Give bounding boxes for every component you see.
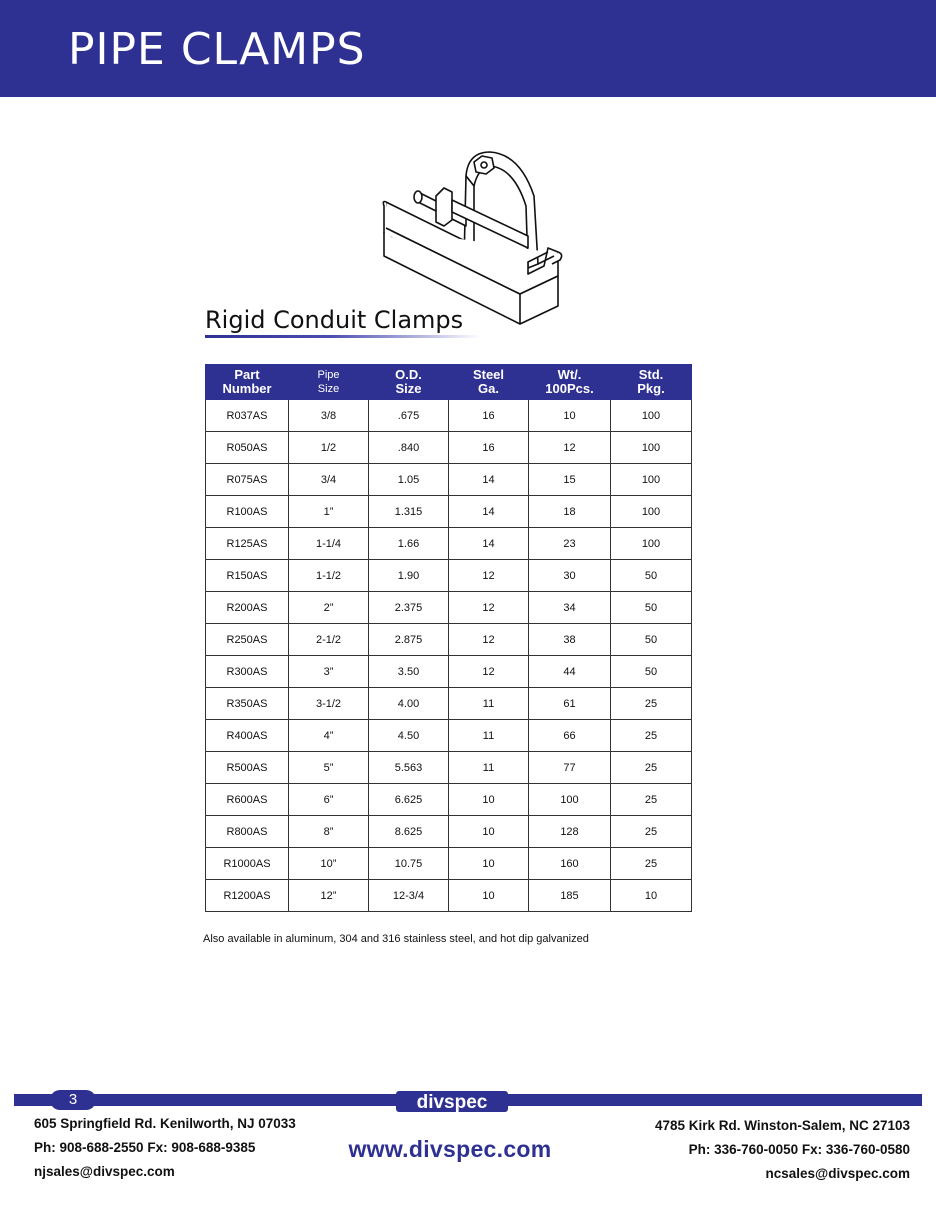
cell-od-size: 12-3/4 — [369, 880, 449, 912]
table-row — [206, 560, 692, 592]
cell-weight: 15 — [529, 464, 611, 496]
cell-weight: 18 — [529, 496, 611, 528]
cell-pipe-size: 3-1/2 — [289, 688, 369, 720]
cell-steel-ga: 11 — [449, 752, 529, 784]
cell-od-size: 3.50 — [369, 656, 449, 688]
cell-pipe-size: 2” — [289, 592, 369, 624]
cell-pipe-size: 3/8 — [289, 400, 369, 432]
cell-pipe-size: 10” — [289, 848, 369, 880]
cell-part-number: R075AS — [206, 464, 289, 496]
cell-od-size: 4.00 — [369, 688, 449, 720]
nj-phone: Ph: 908-688-2550 Fx: 908-688-9385 — [34, 1140, 256, 1155]
cell-part-number: R350AS — [206, 688, 289, 720]
cell-steel-ga: 11 — [449, 688, 529, 720]
cell-part-number: R1200AS — [206, 880, 289, 912]
cell-part-number: R125AS — [206, 528, 289, 560]
availability-note: Also available in aluminum, 304 and 316 stainless steel, and hot dip galvanized — [203, 933, 589, 945]
website-link[interactable]: www.divspec.com — [348, 1136, 552, 1162]
cell-part-number: R800AS — [206, 816, 289, 848]
header-weight: Wt/. 100Pcs. — [529, 365, 611, 400]
cell-std-pkg: 25 — [611, 688, 692, 720]
table-row — [206, 848, 692, 880]
cell-steel-ga: 14 — [449, 528, 529, 560]
cell-pipe-size: 1-1/2 — [289, 560, 369, 592]
section-title: Rigid Conduit Clamps — [205, 306, 464, 334]
cell-weight: 77 — [529, 752, 611, 784]
cell-pipe-size: 5” — [289, 752, 369, 784]
nc-address: 4785 Kirk Rd. Winston-Salem, NC 27103 — [655, 1118, 910, 1133]
cell-pipe-size: 3” — [289, 656, 369, 688]
nj-address: 605 Springfield Rd. Kenilworth, NJ 07033 — [34, 1116, 296, 1131]
header-std-pkg: Std. Pkg. — [611, 365, 692, 400]
cell-weight: 44 — [529, 656, 611, 688]
cell-std-pkg: 25 — [611, 720, 692, 752]
cell-pipe-size: 6” — [289, 784, 369, 816]
footer-left-contact — [34, 1112, 296, 1184]
cell-pipe-size: 4” — [289, 720, 369, 752]
header-bar — [0, 0, 936, 97]
cell-std-pkg: 50 — [611, 592, 692, 624]
table-row — [206, 816, 692, 848]
cell-od-size: 5.563 — [369, 752, 449, 784]
nc-phone: Ph: 336-760-0050 Fx: 336-760-0580 — [688, 1142, 910, 1157]
page-title: PIPE CLAMPS — [68, 24, 366, 75]
cell-od-size: 2.875 — [369, 624, 449, 656]
cell-std-pkg: 100 — [611, 400, 692, 432]
cell-part-number: R1000AS — [206, 848, 289, 880]
cell-pipe-size: 12” — [289, 880, 369, 912]
cell-weight: 10 — [529, 400, 611, 432]
spec-table — [205, 364, 692, 912]
footer-bar-right — [508, 1094, 922, 1106]
cell-weight: 30 — [529, 560, 611, 592]
cell-weight: 185 — [529, 880, 611, 912]
cell-weight: 100 — [529, 784, 611, 816]
cell-steel-ga: 10 — [449, 784, 529, 816]
cell-od-size: .675 — [369, 400, 449, 432]
cell-weight: 12 — [529, 432, 611, 464]
cell-part-number: R150AS — [206, 560, 289, 592]
cell-steel-ga: 10 — [449, 880, 529, 912]
cell-part-number: R600AS — [206, 784, 289, 816]
header-steel-ga: Steel Ga. — [449, 365, 529, 400]
cell-weight: 23 — [529, 528, 611, 560]
cell-od-size: .840 — [369, 432, 449, 464]
cell-part-number: R037AS — [206, 400, 289, 432]
cell-part-number: R300AS — [206, 656, 289, 688]
table-row — [206, 720, 692, 752]
table-row — [206, 592, 692, 624]
table-row — [206, 656, 692, 688]
cell-pipe-size: 1-1/4 — [289, 528, 369, 560]
nc-email[interactable]: ncsales@divspec.com — [765, 1166, 910, 1181]
cell-od-size: 8.625 — [369, 816, 449, 848]
table-row — [206, 688, 692, 720]
cell-steel-ga: 12 — [449, 592, 529, 624]
footer-right-contact — [655, 1114, 910, 1186]
cell-od-size: 1.66 — [369, 528, 449, 560]
cell-weight: 128 — [529, 816, 611, 848]
cell-od-size: 1.05 — [369, 464, 449, 496]
table-row — [206, 880, 692, 912]
cell-part-number: R100AS — [206, 496, 289, 528]
cell-pipe-size: 1” — [289, 496, 369, 528]
nj-email[interactable]: njsales@divspec.com — [34, 1164, 175, 1179]
table-header-row — [206, 365, 692, 400]
divspec-logo — [396, 1084, 508, 1116]
cell-od-size: 1.315 — [369, 496, 449, 528]
cell-std-pkg: 25 — [611, 784, 692, 816]
cell-steel-ga: 12 — [449, 624, 529, 656]
cell-std-pkg: 100 — [611, 528, 692, 560]
cell-pipe-size: 3/4 — [289, 464, 369, 496]
cell-std-pkg: 50 — [611, 656, 692, 688]
cell-steel-ga: 12 — [449, 560, 529, 592]
cell-steel-ga: 11 — [449, 720, 529, 752]
cell-weight: 34 — [529, 592, 611, 624]
title-underline — [205, 335, 481, 338]
cell-od-size: 10.75 — [369, 848, 449, 880]
cell-steel-ga: 16 — [449, 400, 529, 432]
cell-part-number: R400AS — [206, 720, 289, 752]
cell-steel-ga: 16 — [449, 432, 529, 464]
table-row — [206, 528, 692, 560]
header-pipe-size: Pipe Size — [289, 365, 369, 400]
cell-pipe-size: 1/2 — [289, 432, 369, 464]
cell-std-pkg: 50 — [611, 624, 692, 656]
cell-part-number: R050AS — [206, 432, 289, 464]
table-row — [206, 752, 692, 784]
cell-pipe-size: 2-1/2 — [289, 624, 369, 656]
cell-od-size: 1.90 — [369, 560, 449, 592]
cell-weight: 61 — [529, 688, 611, 720]
table-row — [206, 400, 692, 432]
table-row — [206, 432, 692, 464]
cell-std-pkg: 100 — [611, 432, 692, 464]
cell-steel-ga: 10 — [449, 848, 529, 880]
table-row — [206, 496, 692, 528]
table-row — [206, 624, 692, 656]
cell-weight: 160 — [529, 848, 611, 880]
cell-pipe-size: 8” — [289, 816, 369, 848]
cell-steel-ga: 14 — [449, 496, 529, 528]
cell-part-number: R200AS — [206, 592, 289, 624]
cell-part-number: R500AS — [206, 752, 289, 784]
cell-std-pkg: 25 — [611, 752, 692, 784]
cell-od-size: 4.50 — [369, 720, 449, 752]
cell-steel-ga: 10 — [449, 816, 529, 848]
cell-std-pkg: 50 — [611, 560, 692, 592]
cell-std-pkg: 25 — [611, 848, 692, 880]
cell-weight: 66 — [529, 720, 611, 752]
cell-std-pkg: 25 — [611, 816, 692, 848]
page-number: 3 — [68, 1091, 78, 1108]
cell-steel-ga: 14 — [449, 464, 529, 496]
cell-steel-ga: 12 — [449, 656, 529, 688]
cell-std-pkg: 100 — [611, 496, 692, 528]
cell-part-number: R250AS — [206, 624, 289, 656]
table-row — [206, 464, 692, 496]
cell-od-size: 2.375 — [369, 592, 449, 624]
cell-std-pkg: 10 — [611, 880, 692, 912]
header-od-size: O.D. Size — [369, 365, 449, 400]
table-row — [206, 784, 692, 816]
logo-text: divspec — [416, 1092, 488, 1113]
cell-std-pkg: 100 — [611, 464, 692, 496]
pipe-clamp-illustration — [378, 136, 574, 332]
cell-weight: 38 — [529, 624, 611, 656]
header-part-number: Part Number — [206, 365, 289, 400]
cell-od-size: 6.625 — [369, 784, 449, 816]
